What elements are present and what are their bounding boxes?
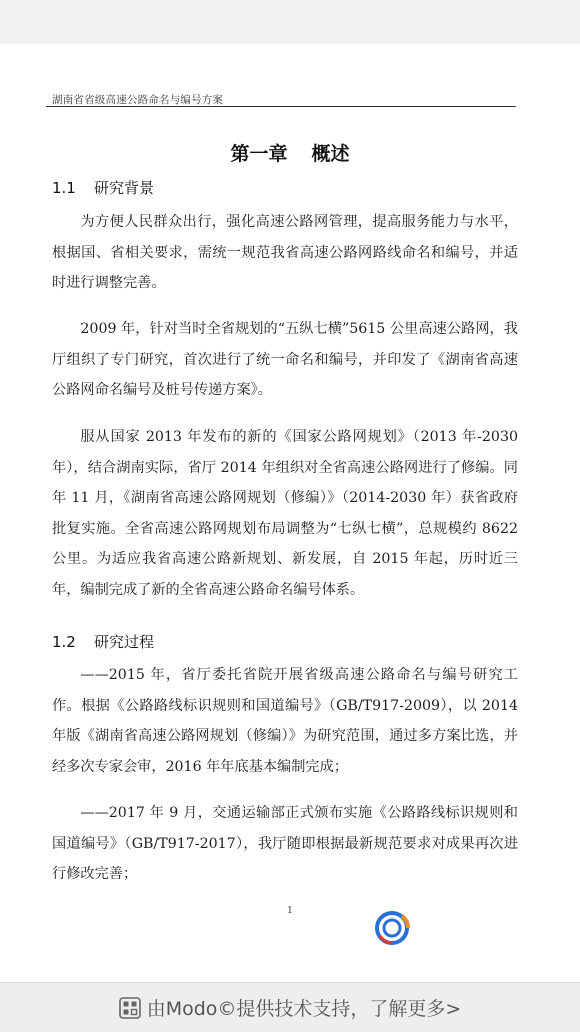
header-rule [46,106,516,107]
chapter-title [0,139,580,166]
paragraph: 2009 年，针对当时全省规划的“五纵七横”5615 公里高速公路网，我厅组织了专门研究，首次进行了统一命名和编号，并印发了《湖南省高速公路网命名编号及桩号传递方案》。 [52,321,518,398]
paragraph: ——2017 年 9 月，交通运输部正式颁布实施《公路路线标识规则和国道编号》（GB/T917-2017），我厅随即根据最新规范要求对成果再次进行修改完善； [52,805,518,882]
page-number: 1 [287,906,293,916]
running-header: 湖南省省级高速公路命名与编号方案 [52,94,224,106]
document-page [0,44,580,982]
paragraph: ——2015 年，省厅委托省院开展省级高速公路命名与编号研究工作。根据《公路路线标识规则和国道编号》（GB/T917-2009），以 2014 年版《湖南省高速公路网规划（修编）》为研究范围，通过多方案比选，并经多次专家会审，2016 年年底基本编制完成； [52,667,518,775]
footer-banner-link[interactable] [0,982,580,1032]
section-number: 1.1 [52,179,76,197]
chapter-name: 概述 [311,143,350,165]
modo-logo-icon [119,997,141,1019]
chapter-number: 第一章 [230,143,288,165]
top-toolbar [0,0,580,45]
section-heading-1-1 [52,177,154,198]
paragraph: 服从国家 2013 年发布的新的《国家公路网规划》（2013 年-2030 年），结合湖南实际，省厅 2014 年组织对全省高速公路网进行了修编。同年 11 月，《湖南省高速公路网规划（修编）》（2014-2030 年）获省政府批复实施。全省高速公路网规划布局调整为“七纵七横”，总规模约 8622 公里。为适应我省高速公路新规划、新发展，自 2015 年起，历时近三年，编制完成了新的全省高速公路命名编号体系。 [52,429,518,598]
footer-text: 由Modo©提供技术支持，了解更多> [146,998,462,1020]
paragraph: 为方便人民群众出行，强化高速公路网管理，提高服务能力与水平，根据国、省相关要求，需统一规范我省高速公路网路线命名和编号，并适时进行调整完善。 [52,214,518,291]
section-heading-1-2 [52,631,154,652]
section-title: 研究背景 [94,179,155,197]
section-number: 1.2 [52,633,76,651]
watermark-logo-icon [372,906,416,950]
section-title: 研究过程 [94,633,155,651]
